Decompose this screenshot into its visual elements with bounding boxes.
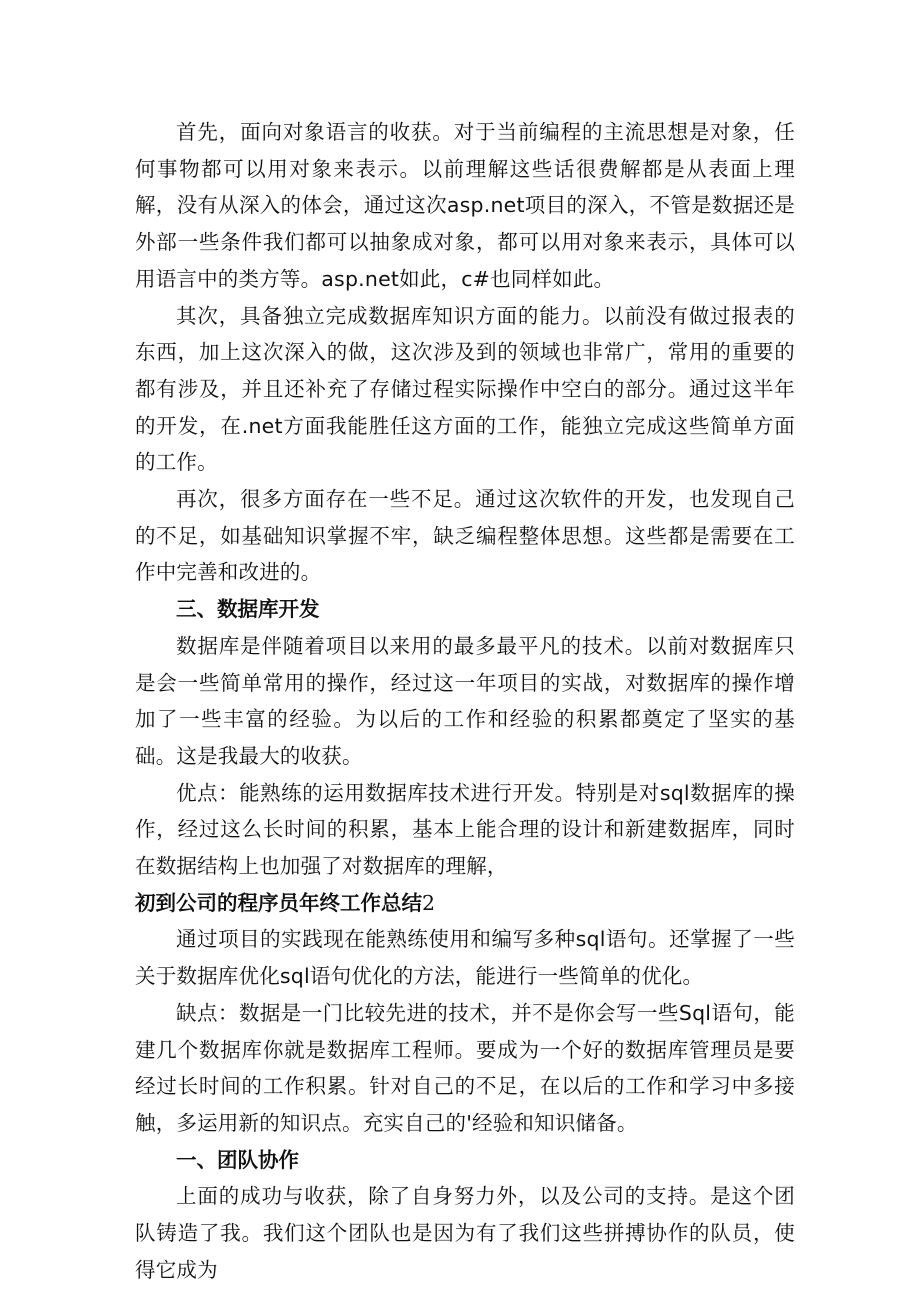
paragraph-disadvantages: 缺点：数据是一门比较先进的技术，并不是你会写一些Sql语句，能建几个数据库你就是数据库工程师。要成为一个好的数据库管理员是要经过长时间的工作积累。针对自己的不足，在以后的工作和学习中多接触，多运用新的知识点。充实自己的'经验和知识储备。 — [135, 1000, 795, 1135]
document-body — [135, 114, 795, 1289]
paragraph-shortcomings: 再次，很多方面存在一些不足。通过这次软件的开发，也发现自己的不足，如基础知识掌握不牢，缺乏编程整体思想。这些都是需要在工作中完善和改进的。 — [135, 487, 795, 585]
paragraph-advantages: 优点：能熟练的运用数据库技术进行开发。特别是对sql数据库的操作，经过这么长时间的积累，基本上能合理的设计和新建数据库，同时在数据结构上也加强了对数据库的理解， — [135, 780, 795, 879]
heading-database-development: 三、数据库开发 — [176, 597, 320, 622]
document-title-text: 初到公司的程序员年终工作总结 — [135, 890, 422, 915]
document-title — [135, 885, 795, 922]
paragraph-database-ability: 其次，具备独立完成数据库知识方面的能力。以前没有做过报表的东西，加上这次深入的做，这次涉及到的领域也非常广，常用的重要的都有涉及，并且还补充了存储过程实际操作中空白的部分。通过这半年的开发，在.net方面我能胜任这方面的工作，能独立完成这些简单方面的工作。 — [135, 303, 795, 475]
paragraph-database-intro: 数据库是伴随着项目以来用的最多最平凡的技术。以前对数据库只是会一些简单常用的操作，经过这一年项目的实战，对数据库的操作增加了一些丰富的经验。为以后的工作和经验的积累都奠定了坚实的基础。这是我最大的收获。 — [135, 633, 795, 768]
paragraph-oop-gains: 首先，面向对象语言的收获。对于当前编程的主流思想是对象，任何事物都可以用对象来表示。以前理解这些话很费解都是从表面上理解，没有从深入的体会，通过这次asp.net项目的深入，不管是数据还是外部一些条件我们都可以抽象成对象，都可以用对象来表示，具体可以用语言中的类方等。asp.net如此，c#也同样如此。 — [135, 120, 795, 291]
paragraph-sql-practice: 通过项目的实践现在能熟练使用和编写多种sql语句。还掌握了一些关于数据库优化sql语句优化的方法，能进行一些简单的优化。 — [135, 927, 795, 989]
document-title-number: 2 — [422, 890, 436, 915]
paragraph-team-success: 上面的成功与收获，除了自身努力外，以及公司的支持。是这个团队铸造了我。我们这个团队也是因为有了我们这些拼搏协作的队员，使得它成为 — [135, 1184, 795, 1282]
heading-team-collaboration: 一、团队协作 — [176, 1147, 299, 1172]
